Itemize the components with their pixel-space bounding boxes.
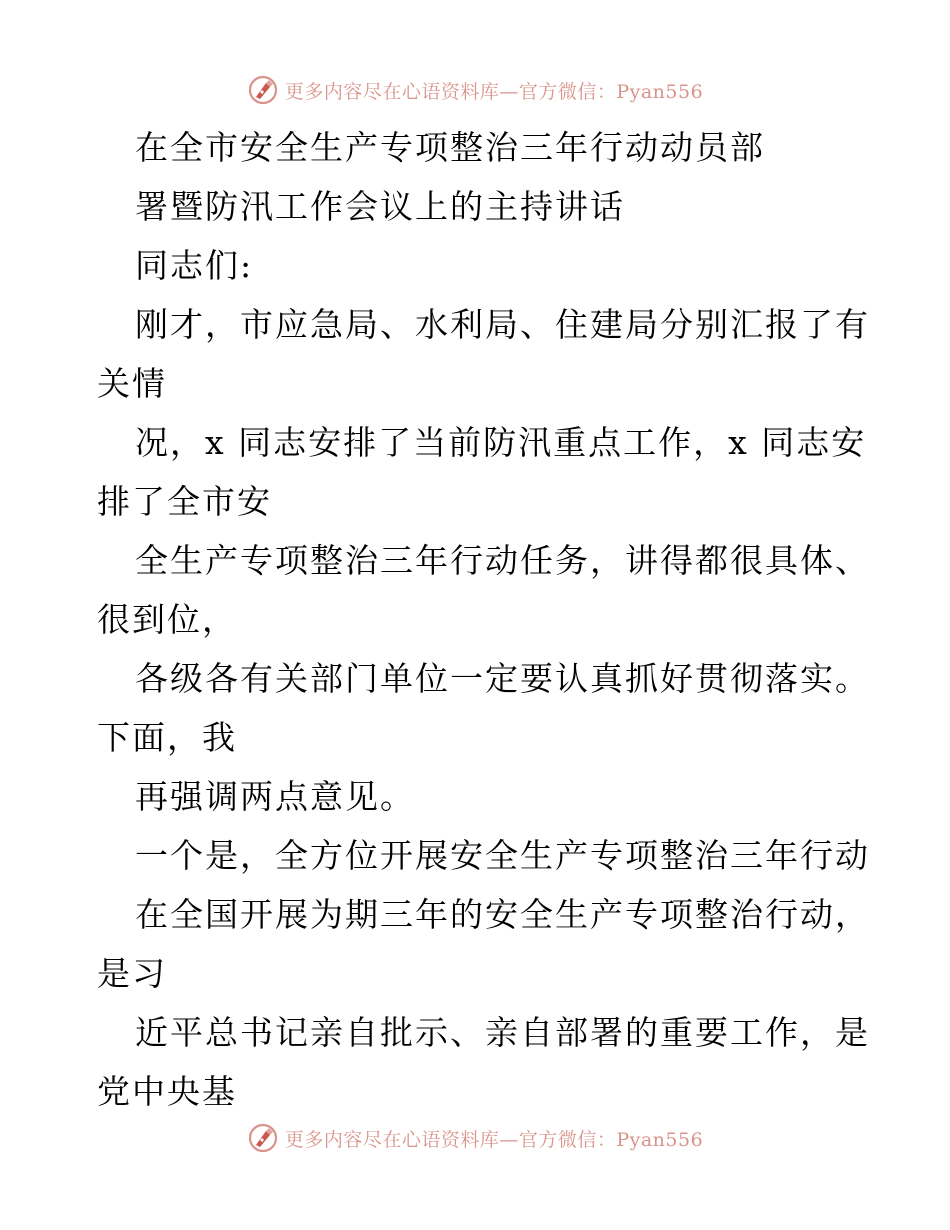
text-line: 同志们: [135,246,254,285]
header-watermark [0,70,950,110]
text-line: 在全国开展为期三年的安全生产专项整治行动， [135,895,870,934]
text-line: 近平总书记亲自批示、亲自部署的重要工作，是 [135,1013,870,1052]
text-line: 是习 [97,954,167,993]
text-line: 署暨防汛工作会议上的主持讲话 [135,187,625,226]
text-line: 很到位， [97,600,237,639]
watermark-text: 更多内容尽在心语资料库—官方微信：Pyan556 [284,80,704,103]
pen-nib-logo-icon [247,74,279,106]
footer-watermark [0,1118,950,1158]
text-line: 排了全市安 [97,482,272,521]
watermark-text: 更多内容尽在心语资料库—官方微信：Pyan556 [284,1128,704,1151]
pen-nib-logo-icon [247,1122,279,1154]
text-line: 在全市安全生产专项整治三年行动动员部 [135,128,765,167]
text-line: 下面，我 [97,718,237,757]
text-line: 全生产专项整治三年行动任务，讲得都很具体、 [135,541,870,580]
text-line: 各级各有关部门单位一定要认真抓好贯彻落实。 [135,659,870,698]
document-body [97,118,870,1121]
text-line: 况，x 同志安排了当前防汛重点工作，x 同志安 [135,423,867,462]
text-line: 一个是，全方位开展安全生产专项整治三年行动 [135,836,870,875]
text-line: 关情 [97,364,167,403]
text-line: 刚才，市应急局、水利局、住建局分别汇报了有 [135,305,870,344]
text-line: 再强调两点意见。 [135,777,415,816]
text-line: 党中央基 [97,1072,237,1111]
